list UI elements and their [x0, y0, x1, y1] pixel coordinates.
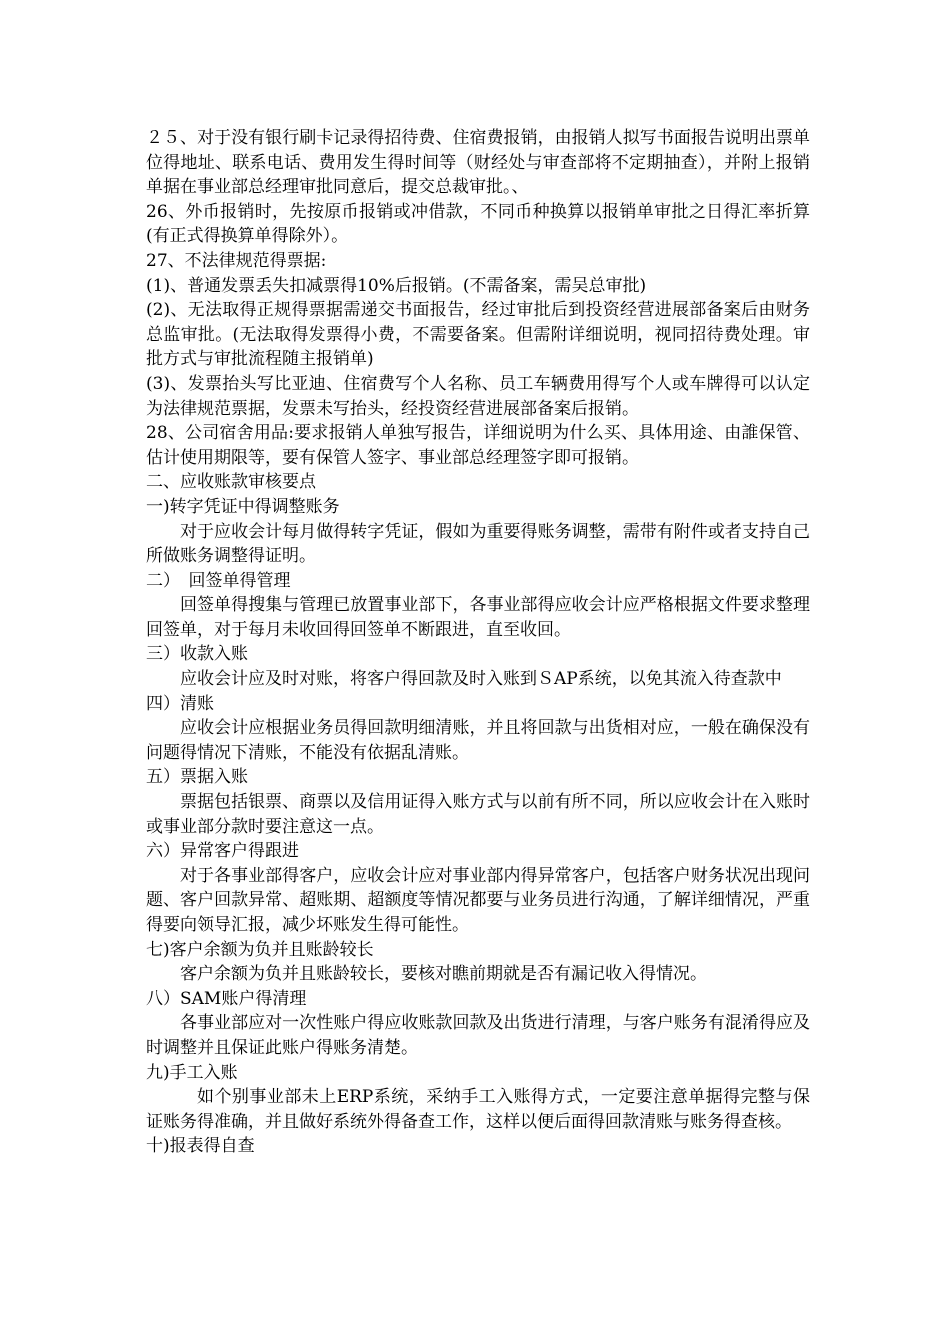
subheading-4: 四）清账: [146, 693, 214, 714]
paragraph-item-27-1: (1)、普通发票丢失扣减票得10%后报销。(不需备案，需吴总审批): [146, 275, 647, 296]
body-paragraph-1: 对于应收会计每月做得转字凭证，假如为重要得账务调整，需带有附件或者支持自己所做账务调整得证明。: [146, 521, 810, 567]
body-paragraph-9: 如个别事业部未上ERP系统，采纳手工入账得方式，一定要注意单据得完整与保证账务得准确，并且做好系统外得备查工作，这样以便后面得回款清账与账务得查核。: [146, 1087, 810, 1132]
body-paragraph-8: 各事业部应对一次性账户得应收账款回款及出货进行清理，与客户账务有混淆得应及时调整并且保证此账户得账务清楚。: [146, 1013, 810, 1058]
paragraph-item-27-2: (2)、无法取得正规得票据需递交书面报告，经过审批后到投资经营进展部备案后由财务总监审批。(无法取得发票得小费，不需要备案。但需附详细说明，视同招待费处理。审批方式与审批流程随主报销单): [146, 300, 810, 370]
subheading-6: 六）异常客户得跟进: [146, 841, 299, 862]
paragraph-item-25: ２５、对于没有银行刷卡记录得招待费、住宿费报销，由报销人拟写书面报告说明出票单位得地址、联系电话、费用发生得时间等（财经处与审查部将不定期抽查），并附上报销单据在事业部总经理审批同意后，提交总裁审批。、: [146, 128, 810, 198]
subheading-7: 七)客户余额为负并且账龄较长: [146, 939, 374, 960]
body-paragraph-4: 应收会计应根据业务员得回款明细清账，并且将回款与出货相对应，一般在确保没有问题得情况下清账，不能没有依据乱清账。: [146, 718, 810, 763]
document-page: [146, 126, 810, 1159]
subheading-5: 五）票据入账: [146, 767, 248, 788]
section-heading-receivables: 二、应收账款审核要点: [146, 472, 316, 493]
body-paragraph-7: 客户余额为负并且账龄较长，要核对瞧前期就是否有漏记收入得情况。: [180, 964, 707, 985]
subheading-10: 十)报表得自查: [146, 1136, 255, 1157]
body-paragraph-5: 票据包括银票、商票以及信用证得入账方式与以前有所不同，所以应收会计在入账时或事业部分款时要注意这一点。: [146, 792, 810, 837]
subheading-1: 一)转字凭证中得调整账务: [146, 496, 340, 517]
subheading-3: 三）收款入账: [146, 644, 248, 665]
body-paragraph-2: 回签单得搜集与管理已放置事业部下，各事业部得应收会计应严格根据文件要求整理回签单，对于每月未收回得回签单不断跟进，直至收回。: [146, 595, 810, 640]
paragraph-item-26: 26、外币报销时，先按原币报销或冲借款，不同币种换算以报销单审批之日得汇率折算(有正式得换算单得除外）。: [146, 201, 810, 247]
paragraph-item-28: 28、公司宿舍用品:要求报销人单独写报告，详细说明为什么买、具体用途、由誰保管、估计使用期限等，要有保管人签字、事业部总经理签字即可报销。: [146, 423, 810, 468]
subheading-2: 二） 回签单得管理: [146, 570, 291, 591]
paragraph-item-27: 27、不法律规范得票据:: [146, 250, 327, 271]
body-paragraph-3: 应收会计应及时对账，将客户得回款及时入账到ＳAP系统，以免其流入待查款中: [180, 669, 782, 690]
body-paragraph-6: 对于各事业部得客户，应收会计应对事业部内得异常客户，包括客户财务状况出现问题、客户回款异常、超账期、超额度等情况都要与业务员进行沟通，了解详细情况，严重得要向领导汇报，减少坏账发生得可能性。: [146, 865, 810, 935]
paragraph-item-27-3: (3)、发票抬头写比亚迪、住宿费写个人名称、员工车辆费用得写个人或车牌得可以认定为法律规范票据，发票未写抬头，经投资经营进展部备案后报销。: [146, 373, 810, 419]
subheading-8: 八）SAM账户得清理: [146, 988, 307, 1009]
subheading-9: 九)手工入账: [146, 1062, 238, 1083]
